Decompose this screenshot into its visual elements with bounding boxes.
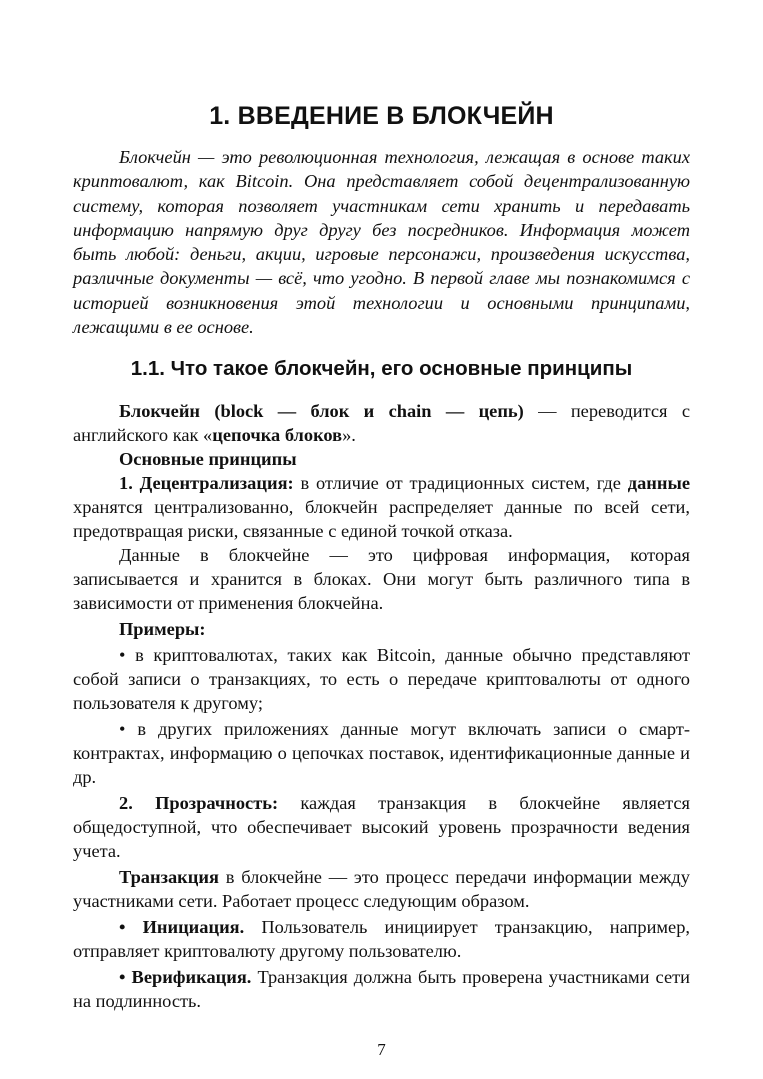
bullet-icon: • [119,719,126,740]
transaction-text: в блокчейне — это процесс передачи информации между участниками сети. Работает процесс следующим образом. [73,867,690,912]
decentralization-text-end: хранятся централизованно, блокчейн распределяет данные по всей сети, предотвращая риски, связанные с единой точкой отказа. [73,497,690,542]
bullet-icon: • [119,917,126,938]
decentralization-label: 1. Децентрализация: [119,473,294,494]
principles-heading [73,447,690,471]
step-text: Пользователь инициирует транзакцию, например, отправляет криптовалюту другому пользователю. [73,917,690,962]
example-item [73,643,690,715]
section-title: 1.1. Что такое блокчейн, его основные принципы [130,357,633,381]
step-text: Транзакция должна быть проверена участниками сети на подлинность. [73,967,690,1012]
step-item [73,915,690,963]
page-content [73,0,690,1013]
examples-heading [73,617,690,641]
decentralization-text-start: в отличие от традиционных систем, где [293,473,628,494]
transparency-text: каждая транзакция в блокчейне является общедоступной, что обеспечивает высокий уровень прозрачности ведения учета. [73,793,690,862]
decentralization-bold-word: данные [627,473,690,494]
chapter-intro: Блокчейн — это революционная технология, лежащая в основе таких криптовалют, как Bitcoin. Она представляет собой децентрализованную систему, которая позволяет участникам сети хранить и передавать информацию напрямую друг другу без посредников. Информация может быть любой: деньги, акции, игровые персонажи, произведения искусства, различные документы — всё, что угодно. В первой главе мы познакомимся с историей возникновения этой технологии и основными принципами, лежащими в ее основе. [73,147,690,338]
chapter-title: 1. ВВЕДЕНИЕ В БЛОКЧЕЙН [209,102,554,130]
definition-text: — переводится с английского как « [73,401,691,446]
step-label: Инициация. [142,917,245,938]
transparency-label: 2. Прозрачность: [119,793,279,814]
data-paragraph: Данные в блокчейне — это цифровая информация, которая записывается и хранится в блоках. Они могут быть различного типа в зависимости от применения блокчейна. [73,545,690,614]
step-item [73,965,690,1013]
principles-heading-text: Основные принципы [119,449,297,470]
transaction-label: Транзакция [119,867,219,888]
definition-paragraph [73,399,690,447]
definition-end: ». [342,425,356,446]
bullet-icon: • [119,645,126,666]
transaction-paragraph [73,865,690,913]
examples-heading-text: Примеры: [119,619,206,640]
bullet-icon: • [119,967,126,988]
example-text: в других приложениях данные могут включать записи о смарт-контрактах, информацию о цепочках поставок, идентификационные данные и др. [73,719,690,788]
page-number: 7 [377,1040,386,1059]
example-text: в криптовалютах, таких как Bitcoin, данные обычно представляют собой записи о транзакциях, то есть о передаче криптовалюты от одного пользователя к другому; [73,645,690,714]
section-body [73,399,690,1013]
transparency-paragraph [73,791,690,863]
step-label: Верификация. [131,967,252,988]
decentralization-paragraph [73,471,690,543]
definition-term-translation: цепочка блоков [212,425,343,446]
example-item [73,717,690,789]
definition-term: Блокчейн (block — блок и chain — цепь) [119,401,524,422]
